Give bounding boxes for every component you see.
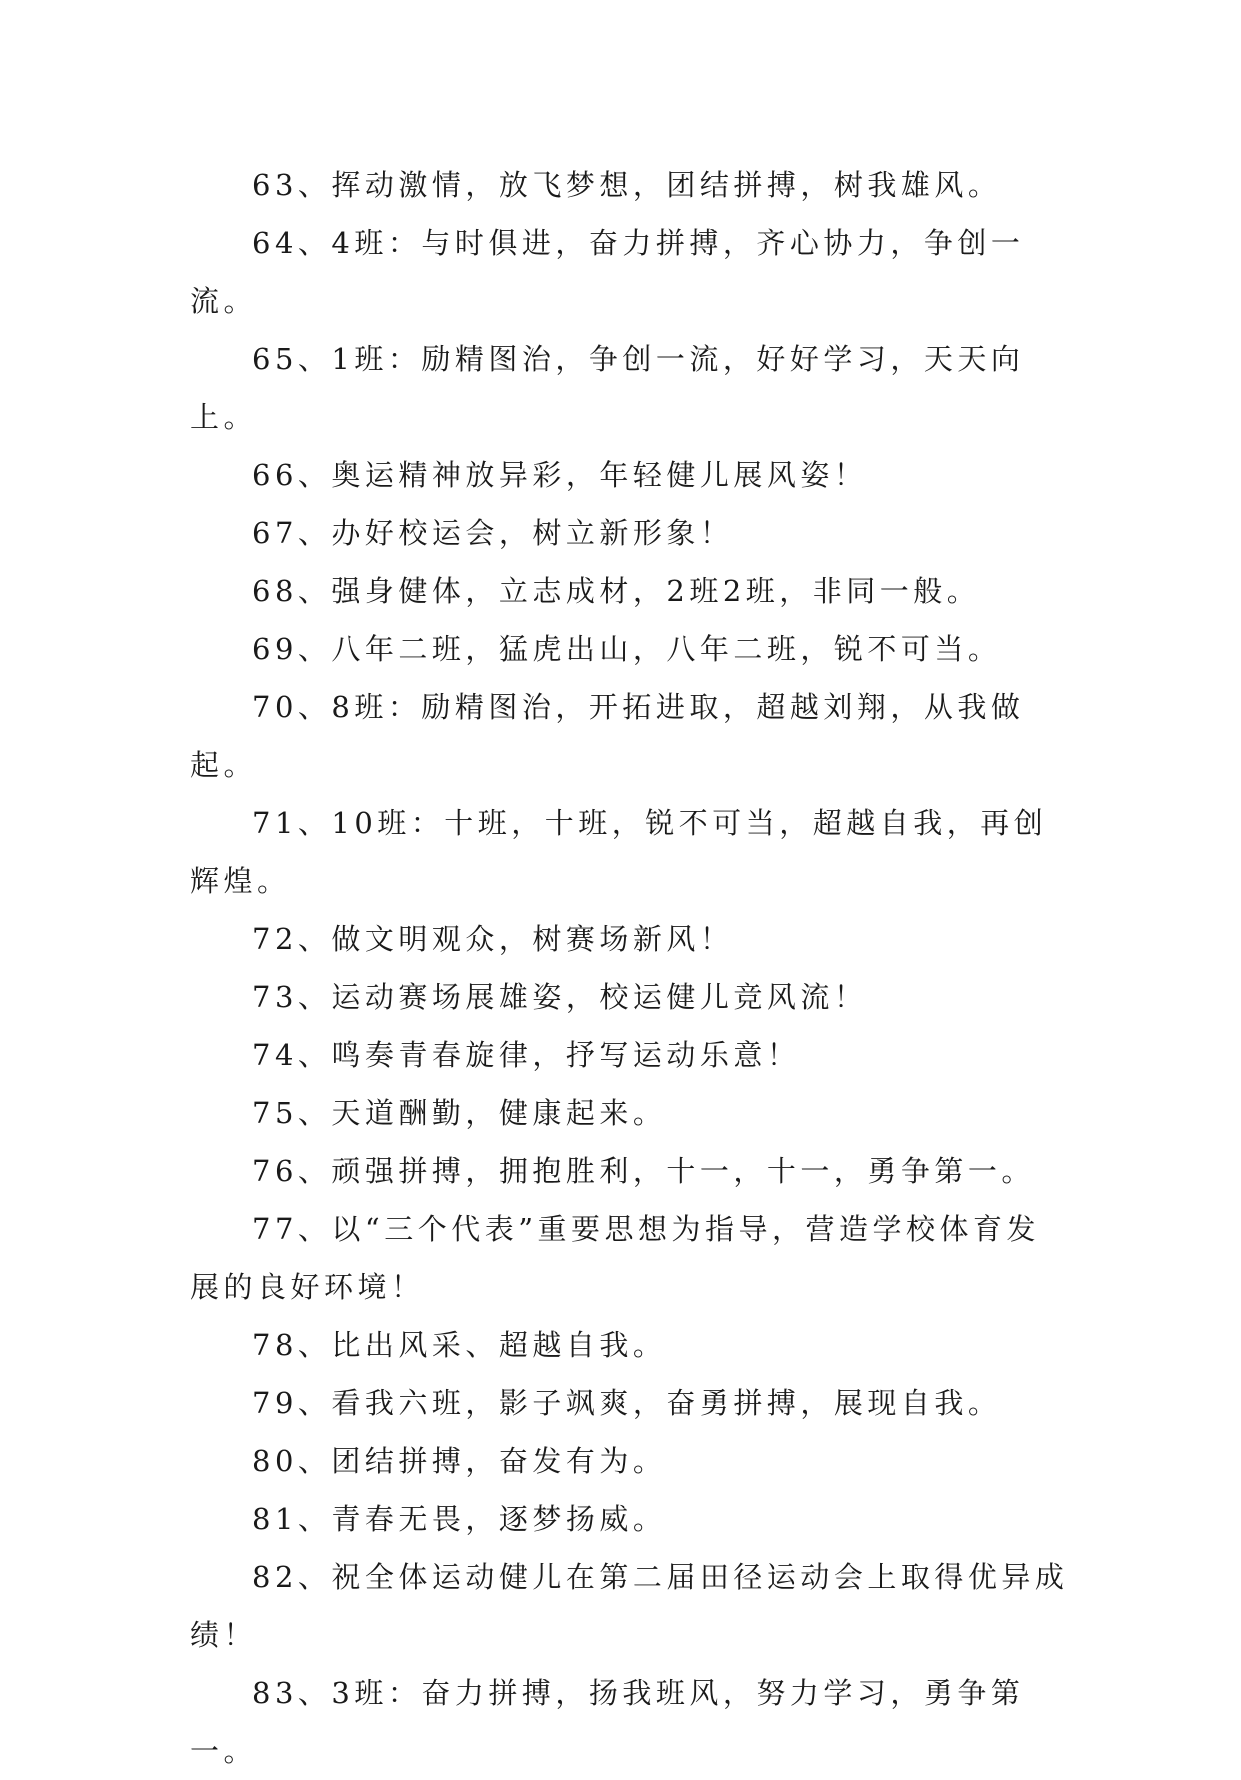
slogan-paragraph: 72、做文明观众，树赛场新风！	[252, 922, 734, 956]
slogan-paragraph: 77、以“三个代表”重要思想为指导，营造学校体育发展的良好环境！	[190, 1212, 1041, 1304]
slogan-paragraph: 83、3班：奋力拼搏，扬我班风，努力学习，勇争第一。	[190, 1676, 1025, 1768]
slogan-paragraph: 65、1班：励精图治，争创一流，好好学习，天天向上。	[190, 342, 1025, 434]
slogan-paragraph: 76、顽强拼搏，拥抱胜利，十一，十一，勇争第一。	[252, 1154, 1035, 1188]
slogan-paragraph: 70、8班：励精图治，开拓进取，超越刘翔，从我做起。	[190, 690, 1025, 782]
slogan-paragraph: 67、办好校运会，树立新形象！	[252, 516, 734, 550]
slogan-paragraph: 69、八年二班，猛虎出山，八年二班，锐不可当。	[252, 632, 1002, 666]
slogan-paragraph: 81、青春无畏，逐梦扬威。	[252, 1502, 667, 1536]
slogan-paragraph: 80、团结拼搏，奋发有为。	[252, 1444, 667, 1478]
slogan-paragraph: 66、奥运精神放异彩，年轻健儿展风姿！	[252, 458, 868, 492]
slogan-paragraph: 75、天道酬勤，健康起来。	[252, 1096, 667, 1130]
slogan-paragraph: 73、运动赛场展雄姿，校运健儿竞风流！	[252, 980, 868, 1014]
slogan-paragraph: 64、4班：与时俱进，奋力拼搏，齐心协力，争创一流。	[190, 226, 1025, 318]
slogan-paragraph: 74、鸣奏青春旋律，抒写运动乐意！	[252, 1038, 801, 1072]
slogan-paragraph: 68、强身健体，立志成材，2班2班，非同一般。	[252, 574, 981, 608]
slogan-paragraph: 82、祝全体运动健儿在第二届田径运动会上取得优异成绩！	[190, 1560, 1069, 1652]
slogan-paragraph: 63、挥动激情，放飞梦想，团结拼搏，树我雄风。	[252, 168, 1002, 202]
slogan-paragraph: 78、比出风采、超越自我。	[252, 1328, 667, 1362]
slogan-paragraph: 79、看我六班，影子飒爽，奋勇拼搏，展现自我。	[252, 1386, 1002, 1420]
slogan-paragraph: 71、10班：十班，十班，锐不可当，超越自我，再创辉煌。	[190, 806, 1048, 898]
document-body	[190, 156, 1070, 1780]
